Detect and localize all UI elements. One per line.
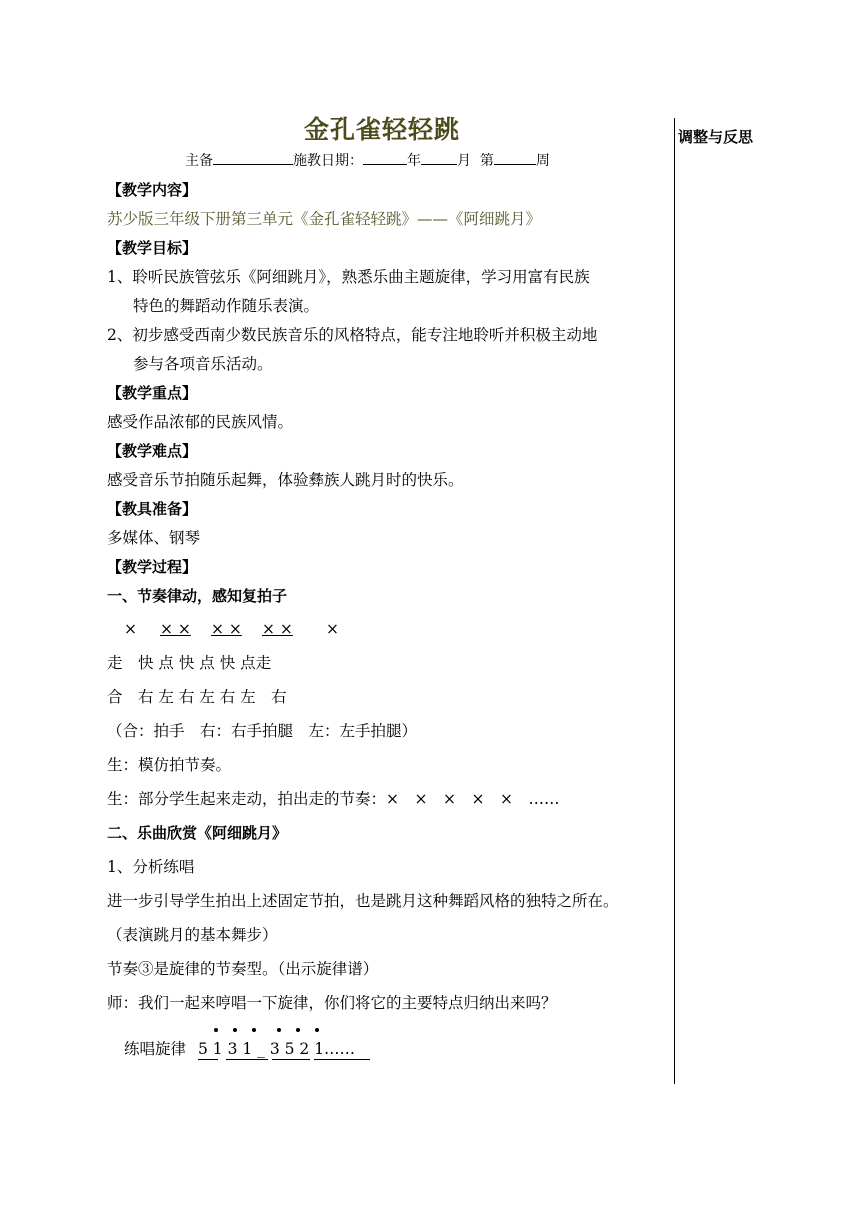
- meta-prep-label: 主备: [185, 153, 213, 169]
- paragraph-2: （表演跳月的基本舞步）: [107, 926, 278, 944]
- rhythm-walk-row: 走 快 点 快 点 快 点走: [107, 654, 272, 672]
- rhythm-legend: （合：拍手 右：右手拍腿 左：左手拍腿）: [107, 722, 418, 740]
- prep-blank[interactable]: [213, 150, 293, 165]
- paragraph-4: 师：我们一起来哼唱一下旋律，你们将它的主要特点归纳出来吗？: [107, 994, 557, 1012]
- melody-underline: [272, 1059, 310, 1060]
- part2-heading: 二、乐曲欣赏《阿细跳月》: [107, 824, 288, 842]
- goal1-line1: 1、聆听民族管弦乐《阿细跳月》，熟悉乐曲主题旋律，学习用富有民族: [107, 268, 590, 286]
- goals-heading: 【教学目标】: [107, 239, 198, 257]
- difficulty-text: 感受音乐节拍随乐起舞，体验彝族人跳月时的快乐。: [107, 471, 464, 489]
- rhythm-hand-row: 合 右 左 右 左 右 左 右: [107, 688, 287, 706]
- meta-week-label: 周: [535, 153, 550, 169]
- rhythm-x-start: ×: [124, 620, 137, 638]
- meta-date-label: 施教日期：: [293, 153, 363, 169]
- rhythm-x-end: ×: [326, 620, 339, 638]
- content-heading: 【教学内容】: [107, 181, 198, 199]
- sing-heading: 1、分析练唱: [107, 858, 195, 876]
- difficulty-heading: 【教学难点】: [107, 442, 198, 460]
- side-header-reflection: 调整与反思: [678, 128, 754, 146]
- week-blank[interactable]: [494, 150, 536, 165]
- goal2-line2: 参与各项音乐活动。: [133, 355, 273, 373]
- high-octave-dot: [277, 1028, 281, 1032]
- student-line-2: 生：部分学生起来走动，拍出走的节奏：× × × × × ……: [107, 790, 560, 808]
- month-blank[interactable]: [421, 150, 457, 165]
- key-text: 感受作品浓郁的民族风情。: [107, 413, 294, 431]
- part1-heading: 一、节奏律动，感知复拍子: [107, 587, 288, 605]
- melody-notes: 5 1 3 1 _ 3 5 2 1……: [198, 1040, 356, 1058]
- year-blank[interactable]: [363, 150, 407, 165]
- high-octave-dot: [233, 1028, 237, 1032]
- melody-label: 练唱旋律: [124, 1040, 187, 1058]
- melody-underline: [198, 1059, 218, 1060]
- meta-year-label: 年: [407, 153, 421, 169]
- content-text: 苏少版三年级下册第三单元《金孔雀轻轻跳》——《阿细跳月》: [107, 210, 542, 228]
- key-heading: 【教学重点】: [107, 384, 198, 402]
- paragraph-3: 节奏③是旋律的节奏型。（出示旋律谱）: [107, 960, 379, 978]
- high-octave-dot: [296, 1028, 300, 1032]
- page-title: 金孔雀轻轻跳: [304, 115, 461, 144]
- meta-week-prefix: 第: [479, 153, 494, 169]
- tools-text: 多媒体、钢琴: [107, 529, 201, 547]
- meta-month-label: 月: [457, 153, 471, 169]
- rhythm-pair-3: × ×: [262, 620, 293, 638]
- meta-line: [185, 150, 550, 170]
- rhythm-pair-1: × ×: [160, 620, 191, 638]
- process-heading: 【教学过程】: [107, 558, 198, 576]
- paragraph-1: 进一步引导学生拍出上述固定节拍，也是跳月这种舞蹈风格的独特之所在。: [107, 892, 619, 910]
- rhythm-pair-2: × ×: [211, 620, 242, 638]
- high-octave-dot: [315, 1028, 319, 1032]
- melody-underline: [314, 1059, 370, 1060]
- goal1-line2: 特色的舞蹈动作随乐表演。: [133, 297, 320, 315]
- melody-underline: [226, 1059, 268, 1060]
- tools-heading: 【教具准备】: [107, 500, 198, 518]
- student-line-1: 生：模仿拍节奏。: [107, 756, 232, 774]
- high-octave-dot: [214, 1028, 218, 1032]
- column-divider: [674, 118, 675, 1084]
- high-octave-dot: [252, 1028, 256, 1032]
- goal2-line1: 2、初步感受西南少数民族音乐的风格特点，能专注地聆听并积极主动地: [107, 326, 598, 344]
